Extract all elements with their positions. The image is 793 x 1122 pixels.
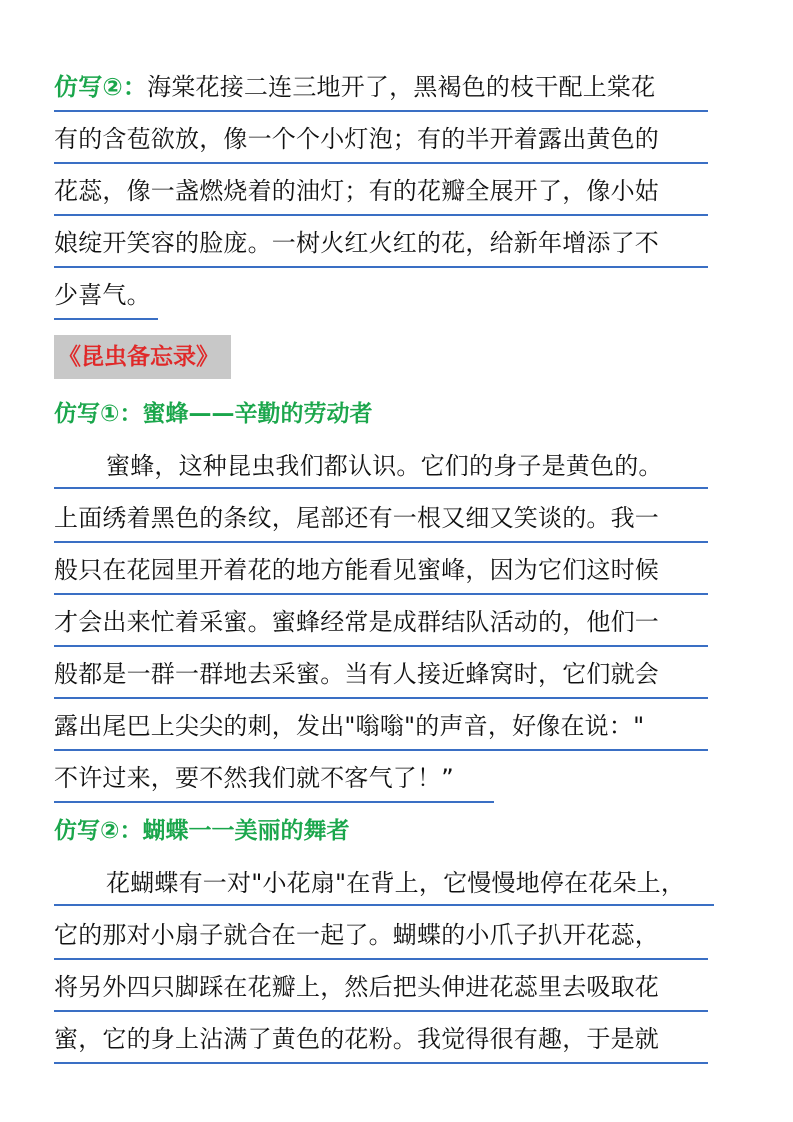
paragraph-line: 它的那对小扇子就合在一起了。蝴蝶的小爪子扒开花蕊， bbox=[54, 918, 708, 960]
paragraph-line: 蜜，它的身上沾满了黄色的花粉。我觉得很有趣，于是就 bbox=[54, 1022, 708, 1064]
paragraph-line: 般只在花园里开着花的地方能看见蜜峰，因为它们这时候 bbox=[54, 553, 708, 595]
section-heading: 仿写①：蜜蜂——辛勤的劳动者 bbox=[54, 401, 373, 427]
paragraph-line: 少喜气。 bbox=[54, 278, 158, 320]
paragraph-line: 花蕊，像一盏燃烧着的油灯；有的花瓣全展开了，像小姑 bbox=[54, 174, 708, 216]
section-title: 《昆虫备忘录》 bbox=[54, 335, 231, 379]
paragraph-line bbox=[54, 70, 708, 112]
paragraph-line: 上面绣着黑色的条纹，尾部还有一根又细又笑谈的。我一 bbox=[54, 501, 708, 543]
paragraph-line: 般都是一群一群地去采蜜。当有人接近蜂窝时，它们就会 bbox=[54, 657, 708, 699]
paragraph-line: 娘绽开笑容的脸庞。一树火红火红的花，给新年增添了不 bbox=[54, 226, 708, 268]
paragraph-line: 花蝴蝶有一对"小花扇"在背上，它慢慢地停在花朵上， bbox=[54, 866, 714, 906]
paragraph-text: 海棠花接二连三地开了，黑褐色的枝干配上棠花 bbox=[147, 73, 656, 101]
paragraph-line: 有的含苞欲放，像一个个小灯泡；有的半开着露出黄色的 bbox=[54, 122, 708, 164]
paragraph-line: 蜜蜂，这种昆虫我们都认识。它们的身子是黄色的。 bbox=[54, 449, 708, 489]
paragraph-line: 将另外四只脚踩在花瓣上，然后把头伸进花蕊里去吸取花 bbox=[54, 970, 708, 1012]
section-heading: 仿写②：蝴蝶一一美丽的舞者 bbox=[54, 818, 350, 844]
paragraph-line: 不许过来，要不然我们就不客气了！” bbox=[54, 761, 494, 803]
paragraph-line: 露出尾巴上尖尖的刺，发出"嗡嗡"的声音，好像在说：" bbox=[54, 709, 708, 751]
imitation-label: 仿写②： bbox=[54, 73, 148, 101]
paragraph-line: 才会出来忙着采蜜。蜜蜂经常是成群结队活动的，他们一 bbox=[54, 605, 708, 647]
